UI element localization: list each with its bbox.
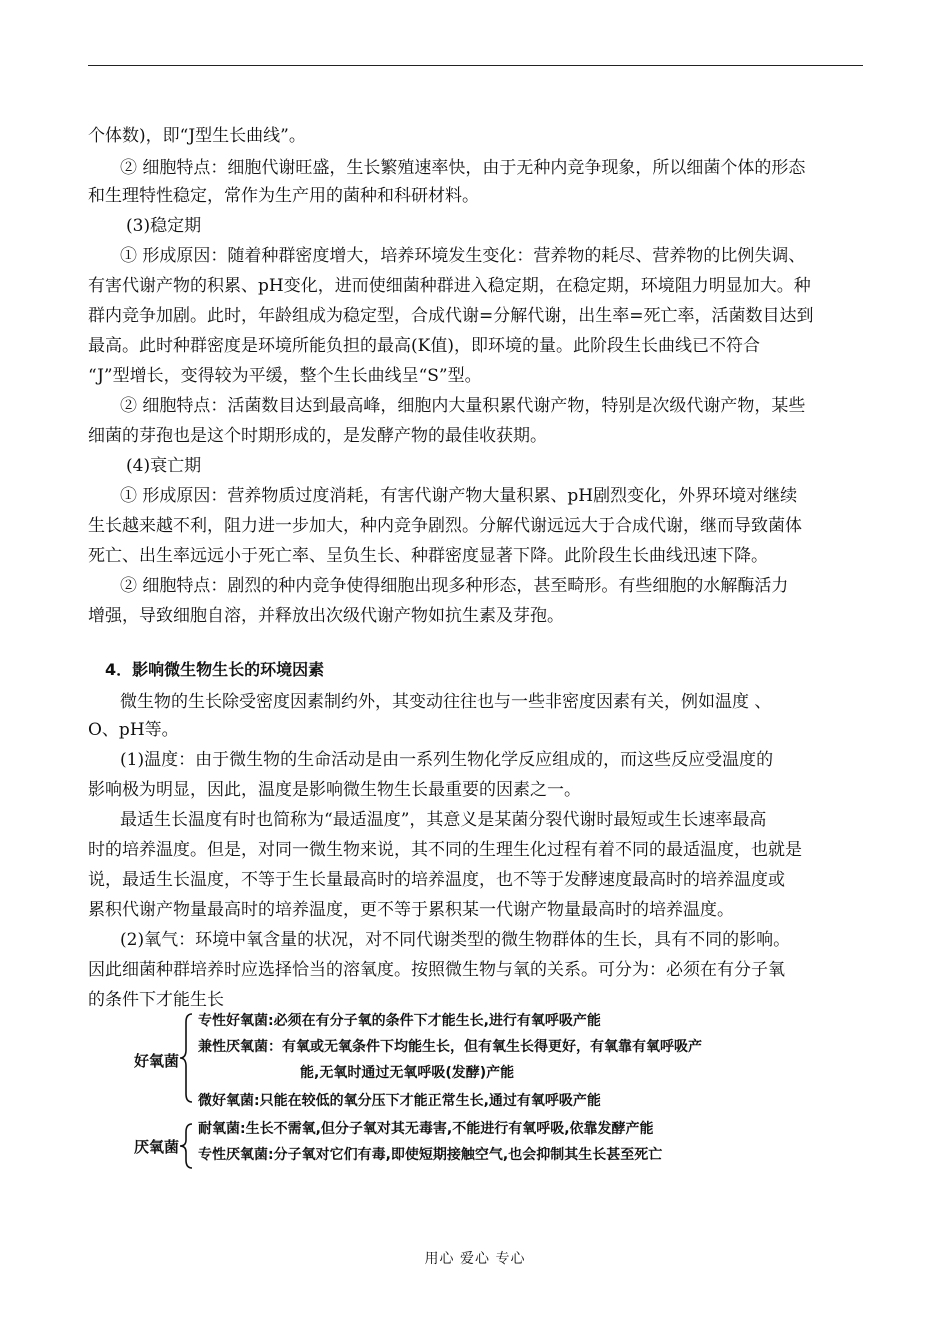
diagram-item: 兼性厌氧菌：有氧或无氧条件下均能生长，但有氧生长得更好，有氧靠有氧呼吸产 [198,1039,702,1055]
aerobic-label: 好氧菌 [134,1052,180,1070]
text-line: 死亡、出生率远远小于死亡率、呈负生长、种群密度显著下降。此阶段生长曲线迅速下降。 [88,546,768,566]
anaerobic-label: 厌氧菌 [134,1138,180,1156]
text-line: 群内竞争加剧。此时，年龄组成为稳定型，合成代谢=分解代谢，出生率=死亡率，活菌数目达到 [88,306,814,326]
text-line: 时的培养温度。但是，对同一微生物来说，其不同的生理生化过程有着不同的最适温度，也就是 [88,840,802,860]
text-line: 增强，导致细胞自溶，并释放出次级代谢产物如抗生素及芽孢。 [88,606,564,626]
text-line: (2)氧气：环境中氧含量的状况，对不同代谢类型的微生物群体的生长，具有不同的影响。 [120,930,791,950]
text-line: 因此细菌种群培养时应选择恰当的溶氧度。按照微生物与氧的关系。可分为：必须在有分子氧 [88,960,785,980]
text-line: 和生理特性稳定，常作为生产用的菌种和科研材料。 [88,186,479,206]
text-line: 最高。此时种群密度是环境所能负担的最高(K值)，即环境的量。此阶段生长曲线已不符合 [88,336,760,356]
text-line: 影响极为明显，因此，温度是影响微生物生长最重要的因素之一。 [88,780,581,800]
oxygen-classification-diagram [126,1010,826,1175]
diagram-item: 能,无氧时通过无氧呼吸(发酵)产能 [300,1065,515,1081]
diagram-item: 耐氧菌:生长不需氧,但分子氧对其无毒害,不能进行有氧呼吸,依靠发酵产能 [198,1121,654,1137]
text-line: (1)温度：由于微生物的生命活动是由一系列生物化学反应组成的，而这些反应受温度的 [120,750,774,770]
text-line: 细菌的芽孢也是这个时期形成的，是发酵产物的最佳收获期。 [88,426,547,446]
diagram-item: 微好氧菌:只能在较低的氧分压下才能正常生长,通过有氧呼吸产能 [198,1093,601,1109]
diagram-item: 专性好氧菌:必须在有分子氧的条件下才能生长,进行有氧呼吸产能 [198,1013,601,1029]
section-heading: (3)稳定期 [126,216,202,236]
page-footer: 用心 爱心 专心 [424,1251,526,1267]
text-line: 最适生长温度有时也简称为“最适温度”，其意义是某菌分裂代谢时最短或生长速率最高 [120,810,767,830]
section-heading: (4)衰亡期 [126,456,202,476]
text-line: 累积代谢产物量最高时的培养温度，更不等于累积某一代谢产物量最高时的培养温度。 [88,900,734,920]
section-title: 4．影响微生物生长的环境因素 [105,660,325,679]
text-line: 个体数)，即“J型生长曲线”。 [88,126,306,146]
text-line: ② 细胞特点：剧烈的种内竞争使得细胞出现多种形态，甚至畸形。有些细胞的水解酶活力 [120,576,789,596]
text-line: ② 细胞特点：活菌数目达到最高峰，细胞内大量积累代谢产物，特别是次级代谢产物，某些 [120,396,806,416]
text-line: “J”型增长，变得较为平缓，整个生长曲线呈“S”型。 [88,366,482,386]
text-line: ① 形成原因：随着种群密度增大，培养环境发生变化：营养物的耗尽、营养物的比例失调、 [120,246,806,266]
text-line: ② 细胞特点：细胞代谢旺盛，生长繁殖速率快，由于无种内竞争现象，所以细菌个体的形态 [120,158,806,178]
text-line: 的条件下才能生长 [88,990,224,1010]
header-rule [88,65,863,66]
text-line: 生长越来越不利，阻力进一步加大，种内竞争剧烈。分解代谢远远大于合成代谢，继而导致菌体 [88,516,802,536]
text-line: 有害代谢产物的积累、pH变化，进而使细菌种群进入稳定期，在稳定期，环境阻力明显加大。种 [88,276,811,296]
text-line: 微生物的生长除受密度因素制约外，其变动往往也与一些非密度因素有关，例如温度 、 [120,692,772,712]
text-line: O、pH等。 [88,720,179,740]
text-line: 说，最适生长温度，不等于生长量最高时的培养温度，也不等于发酵速度最高时的培养温度或 [88,870,785,890]
diagram-item: 专性厌氧菌:分子氧对它们有毒,即使短期接触空气,也会抑制其生长甚至死亡 [198,1147,663,1163]
text-line: ① 形成原因：营养物质过度消耗，有害代谢产物大量积累、pH剧烈变化，外界环境对继续 [120,486,798,506]
